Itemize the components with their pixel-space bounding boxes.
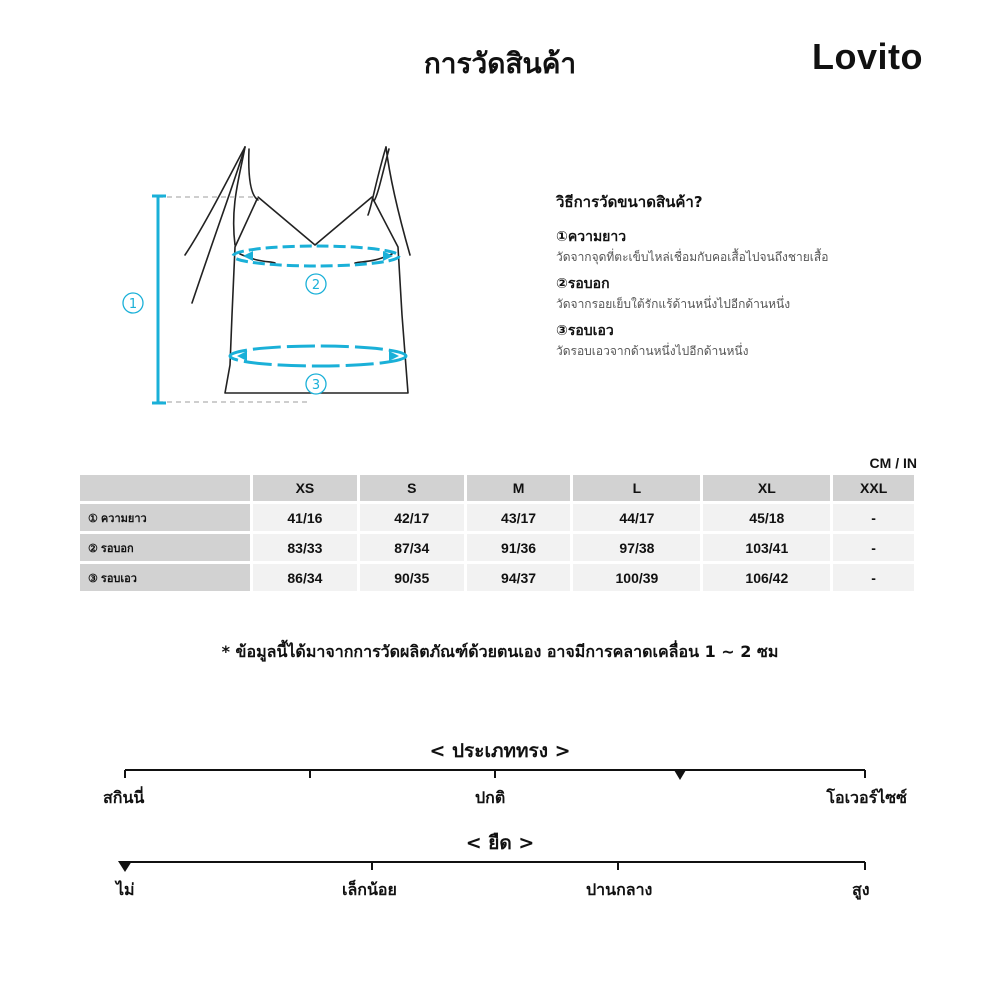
table-cell: 87/34 <box>360 534 464 561</box>
table-cell: 106/42 <box>703 564 830 591</box>
measurement-note: * ข้อมูลนี้ได้มาจากการวัดผลิตภัณฑ์ด้วยตนเอง อาจมีการคลาดเคลื่อน 1 ~ 2 ซม <box>221 642 779 661</box>
howto-waist-title: ③รอบเอว <box>556 323 614 339</box>
size-header: XXL <box>833 475 914 501</box>
how-to-heading: วิธีการวัดขนาดสินค้า? <box>556 193 703 211</box>
how-to-measure <box>556 190 936 367</box>
table-cell: 97/38 <box>573 534 700 561</box>
length-marker: 1 <box>128 297 138 312</box>
right-strap-tie <box>386 147 410 255</box>
table-cell: 45/18 <box>703 504 830 531</box>
fit-selected-marker <box>674 770 686 780</box>
stretch-label-slight: เล็กน้อย <box>342 880 397 899</box>
table-cell: 103/41 <box>703 534 830 561</box>
table-cell: 43/17 <box>467 504 571 531</box>
size-header: XS <box>253 475 357 501</box>
row-label: ③ รอบเอว <box>80 564 250 591</box>
fit-label-regular: ปกติ <box>475 788 506 807</box>
stretch-label-high: สูง <box>852 880 870 899</box>
table-cell: 91/36 <box>467 534 571 561</box>
table-cell: - <box>833 504 914 531</box>
stretch-label-medium: ปานกลาง <box>586 880 653 899</box>
size-header: M <box>467 475 571 501</box>
left-strap-tie <box>185 147 245 255</box>
brand-logo: Lovito <box>812 36 923 77</box>
waist-marker: 3 <box>311 378 321 393</box>
howto-bust-desc: วัดจากรอยเย็บใต้รักแร้ด้านหนึ่งไปอีกด้านหนึ่ง <box>556 297 791 311</box>
table-corner <box>80 475 250 501</box>
page-title: การวัดสินค้า <box>423 47 577 80</box>
table-cell: 90/35 <box>360 564 464 591</box>
table-cell: 41/16 <box>253 504 357 531</box>
table-cell: 83/33 <box>253 534 357 561</box>
howto-length-desc: วัดจากจุดที่ตะเข็บไหล่เชื่อมกับคอเสื้อไปจนถึงชายเสื้อ <box>556 250 829 264</box>
stretch-selected-marker <box>118 861 132 872</box>
table-cell: 44/17 <box>573 504 700 531</box>
table-row <box>80 504 914 531</box>
table-row <box>80 534 914 561</box>
fit-scale-title: < ประเภททรง > <box>429 740 571 762</box>
bust-marker: 2 <box>311 278 321 293</box>
howto-waist-desc: วัดรอบเอวจากด้านหนึ่งไปอีกด้านหนึ่ง <box>556 344 749 358</box>
waist-measure-line <box>230 346 406 366</box>
table-cell: 42/17 <box>360 504 464 531</box>
bust-measure-line <box>233 246 399 266</box>
row-label: ① ความยาว <box>80 504 250 531</box>
size-header: XL <box>703 475 830 501</box>
table-row <box>80 564 914 591</box>
howto-bust-title: ②รอบอก <box>556 276 610 292</box>
fit-label-oversize: โอเวอร์ไซซ์ <box>826 788 907 807</box>
table-cell: - <box>833 564 914 591</box>
size-header: L <box>573 475 700 501</box>
size-header-row <box>80 475 914 501</box>
table-cell: 94/37 <box>467 564 571 591</box>
size-header: S <box>360 475 464 501</box>
table-cell: 100/39 <box>573 564 700 591</box>
stretch-label-none: ไม่ <box>116 880 135 899</box>
row-label: ② รอบอก <box>80 534 250 561</box>
howto-length-title: ①ความยาว <box>556 229 627 245</box>
garment-diagram <box>110 135 420 415</box>
fit-label-skinny: สกินนี่ <box>103 788 145 807</box>
stretch-scale-title: < ยืด > <box>465 832 535 854</box>
unit-label: CM / IN <box>869 455 917 471</box>
size-table <box>77 472 917 594</box>
table-cell: - <box>833 534 914 561</box>
table-cell: 86/34 <box>253 564 357 591</box>
